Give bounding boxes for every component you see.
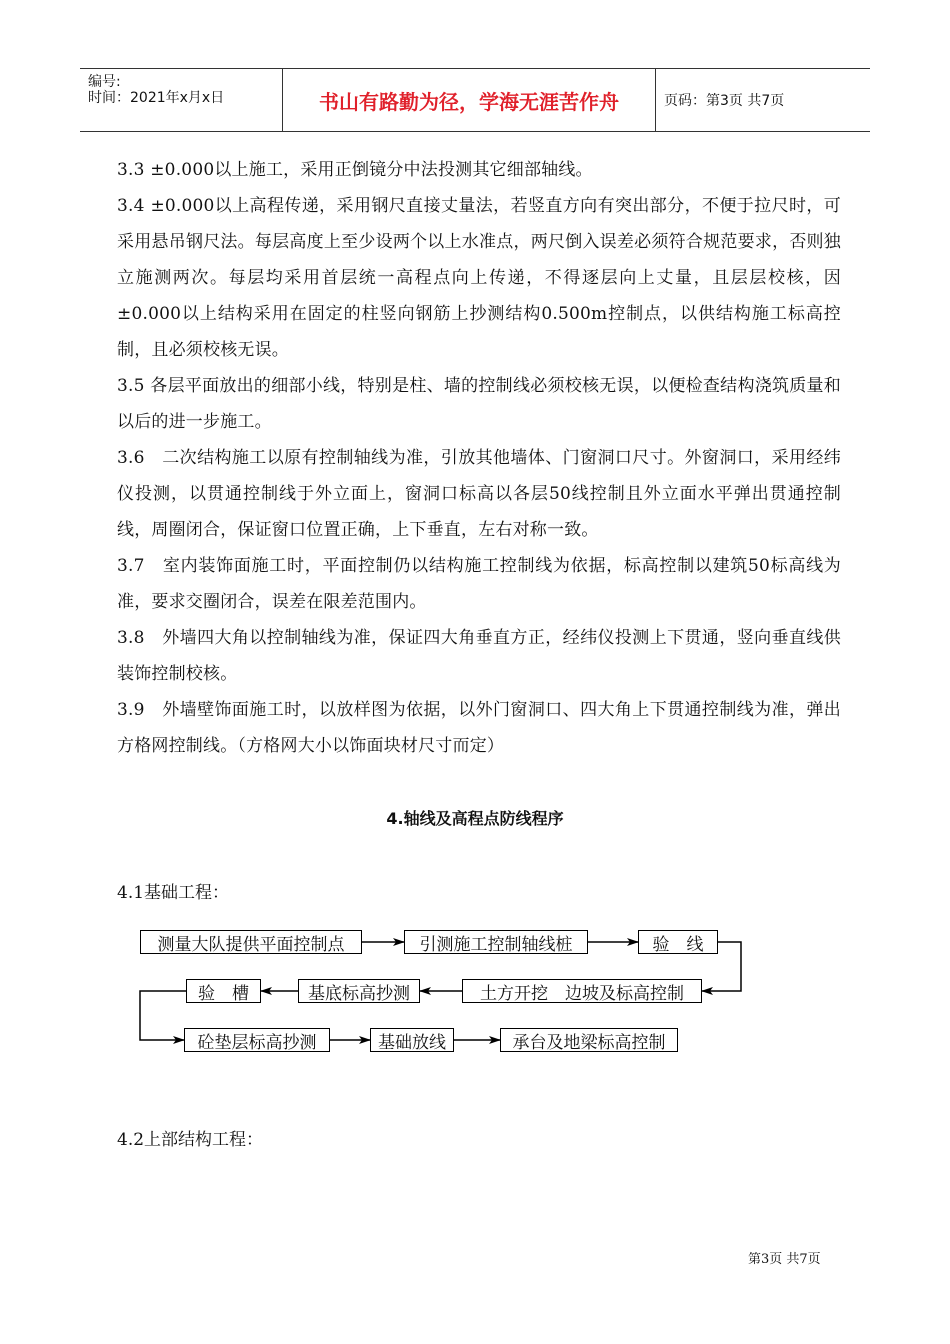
flow-box-cap-beam-elevation: 承台及地梁标高控制 [500,1028,678,1052]
flow-box-foundation-layout: 基础放线 [370,1028,454,1052]
paragraph-3-3: 3.3 ±0.000以上施工，采用正倒镜分中法投测其它细部轴线。 [117,160,593,180]
flow-box-axis-piles: 引测施工控制轴线桩 [404,930,588,954]
paragraph-3-5: 3.5 各层平面放出的细部小线，特别是柱、墙的控制线必须校核无误，以便检查结构浇筑质量和以后的进一步施工。 [117,376,841,432]
flow-box-verify-line: 验 线 [638,930,718,954]
flow-box-base-elevation: 基底标高抄测 [298,979,420,1003]
header-page-info: 页码：第3页 共7页 [664,93,785,109]
header-slogan: 书山有路勤为径，学海无涯苦作舟 [282,69,656,131]
code-label: 编号: [88,74,121,90]
paragraph-3-8: 3.8 外墙四大角以控制轴线为准，保证四大角垂直方正，经纬仪投测上下贯通，竖向垂直线供装饰控制校核。 [117,628,841,684]
time-label: 时间：2021年x月x日 [88,90,225,106]
section-4-title: 4.轴线及高程点防线程序 [386,809,564,828]
paragraph-3-4: 3.4 ±0.000以上高程传递，采用钢尺直接丈量法，若竖直方向有突出部分，不便于拉尺时，可采用悬吊钢尺法。每层高度上至少设两个以上水准点，两尺倒入误差必须符合规范要求，否则独立施测两次。每层均采用首层统一高程点向上传递，不得逐层向上丈量，且层层校核，因±0.000以上结构采用在固定的柱竖向钢筋上抄测结构0.500m控制点，以供结构施工标高控制，且必须校核无误。 [117,196,841,360]
page-footer: 第3页 共7页 [748,1252,821,1267]
subsection-4-1-title: 4.1基础工程： [117,883,230,903]
document-body [117,152,841,764]
arrow-r2-r3 [140,991,186,1040]
page-header [80,68,870,132]
flow-box-survey-control-points: 测量大队提供平面控制点 [140,930,362,954]
paragraph-3-6: 3.6 二次结构施工以原有控制轴线为准，引放其他墙体、门窗洞口尺寸。外窗洞口，采用经纬仪投测，以贯通控制线于外立面上，窗洞口标高以各层50线控制且外立面水平弹出贯通控制线，周圈闭合，保证窗口位置正确，上下垂直，左右对称一致。 [117,448,841,540]
flow-box-trench-check: 验 槽 [186,979,261,1003]
flow-box-earthwork: 土方开挖 边坡及标高控制 [462,979,702,1003]
flow-box-cushion-elevation: 砼垫层标高抄测 [184,1028,330,1052]
subsection-4-2-title: 4.2上部结构工程： [117,1130,264,1150]
paragraph-3-9: 3.9 外墙壁饰面施工时，以放样图为依据，以外门窗洞口、四大角上下贯通控制线为准，弹出方格网控制线。（方格网大小以饰面块材尺寸而定） [117,700,841,756]
header-meta-cell [80,69,282,131]
paragraph-3-7: 3.7 室内装饰面施工时，平面控制仍以结构施工控制线为依据，标高控制以建筑50标高线为准，要求交圈闭合，误差在限差范围内。 [117,556,841,612]
